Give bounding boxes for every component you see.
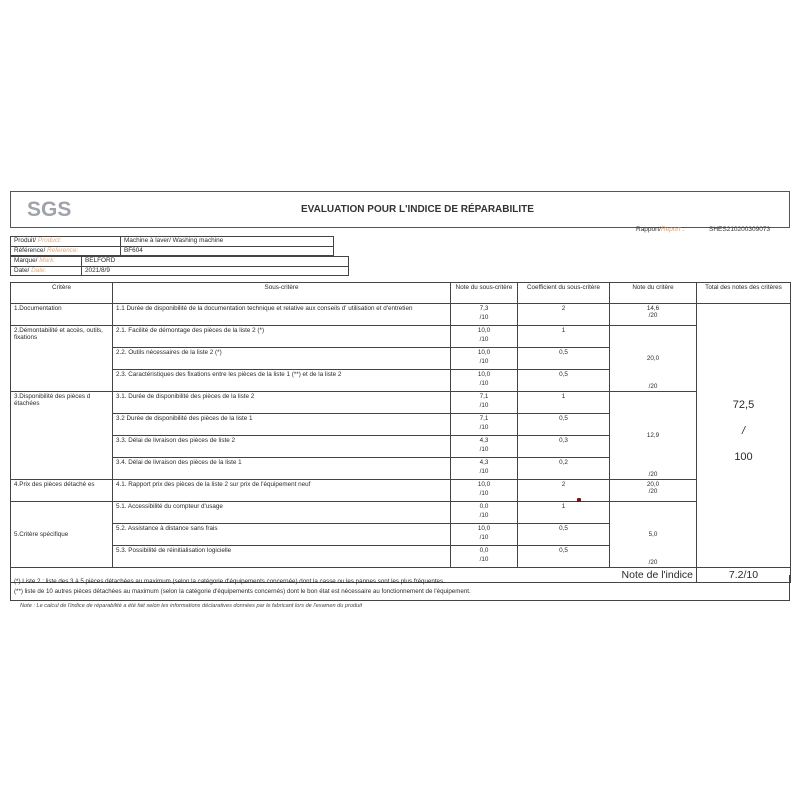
criterion-score-value: 14,6 <box>646 305 660 312</box>
sub-criterion-label: 1.1 Durée de disponibilité de la documentation technique et relative aux conseils d' utilisation et d'entretien <box>113 304 451 326</box>
indice-label: Note de l'indice <box>11 568 697 583</box>
sub-note-max: /10 <box>479 379 489 387</box>
criterion-score <box>610 502 697 568</box>
sub-note-value: 0,0 <box>479 547 489 554</box>
sub-note-value: 4,3 <box>479 437 489 444</box>
report-label <box>636 226 684 233</box>
table-header-row <box>11 283 791 304</box>
sub-criterion-label: 4.1. Rapport prix des pièces de la liste 2 sur prix de l'équipement neuf <box>113 480 451 502</box>
document-header <box>10 191 790 228</box>
header-note-sous-critere: Note du sous-critère <box>451 283 518 304</box>
brand-label <box>11 257 82 267</box>
ink-mark <box>577 498 581 502</box>
sub-note-max: /10 <box>479 489 489 497</box>
sub-note-value: 0,0 <box>479 503 489 510</box>
sub-criterion-label: 5.1. Accessibilité du compteur d'usage <box>113 502 451 524</box>
brand-value: BELFORD <box>82 257 349 267</box>
sub-note-value: 7,1 <box>479 415 489 422</box>
sub-criterion-note <box>451 502 518 524</box>
sub-note-value: 7,3 <box>479 305 489 312</box>
sub-criterion-label: 2.1. Facilité de démontage des pièces de la liste 2 (*) <box>113 326 451 348</box>
report-sep: : <box>680 226 685 233</box>
table-row <box>11 392 791 414</box>
criterion-score-max: /20 <box>648 471 658 478</box>
criterion-score <box>610 326 697 392</box>
brand-label-en: Mark: <box>39 257 56 264</box>
sub-criterion-note <box>451 546 518 568</box>
sub-note-max: /10 <box>479 511 489 519</box>
date-value: 2021/8/9 <box>82 266 349 276</box>
table-row <box>11 326 791 348</box>
criterion-score-max: /20 <box>648 559 658 566</box>
sub-criterion-note <box>451 524 518 546</box>
criterion-score-value: 20,0 <box>646 481 660 488</box>
brand-row <box>11 257 349 267</box>
sgs-logo: SGS <box>27 198 72 221</box>
sub-criterion-note <box>451 326 518 348</box>
product-row <box>11 237 334 247</box>
sub-note-value: 10,0 <box>477 349 491 356</box>
sub-criterion-label: 2.3. Caractéristiques des fixations entre les pièces de la liste 1 (**) et de la liste 2 <box>113 370 451 392</box>
sub-criterion-coefficient: 1 <box>518 392 610 414</box>
product-label-en: Product: <box>37 237 62 244</box>
total-score <box>697 304 791 568</box>
table-row <box>11 304 791 326</box>
product-value: Machine à laver/ Washing machine <box>121 237 334 247</box>
sub-criterion-note <box>451 414 518 436</box>
header-critere: Critère <box>11 283 113 304</box>
criterion-score <box>610 304 697 326</box>
sub-note-value: 7,1 <box>479 393 489 400</box>
note-liste-1: (**) liste de 10 autres pièces détachées au maximum (selon la catégorie d'équipements concernés) dont le bon état est nécessaire au fonctionnement de l'équipement. <box>14 588 471 595</box>
header-sous-critere: Sous-critère <box>113 283 451 304</box>
product-label <box>11 237 121 247</box>
reference-value: BF604 <box>121 246 334 256</box>
sub-criterion-note <box>451 348 518 370</box>
note-liste-2: (*) Liste 2 : liste des 3 à 5 pièces détachées au maximum (selon la catégorie d'équipements concernée) dont la casse ou les pannes sont les plus fréquentes. <box>14 578 445 585</box>
reference-label-fr: Référence/ <box>14 246 48 254</box>
sub-note-value: 10,0 <box>477 525 491 532</box>
sub-criterion-coefficient: 1 <box>518 326 610 348</box>
criterion-name: 2.Démontabilité et accès, outils, fixations <box>11 326 113 392</box>
criterion-score-value: 5,0 <box>648 531 658 538</box>
criterion-name: 3.Disponibilité des pièces d étachées <box>11 392 113 480</box>
sub-note-max: /10 <box>479 445 489 453</box>
sub-criterion-label: 5.2. Assistance à distance sans frais <box>113 524 451 546</box>
footnote: Note : Le calcul de l'indice de réparabilité a été fait selon les informations déclaratives données par le fabricant lors de l'examen du produit <box>20 603 362 609</box>
header-note-critere: Note du critère <box>610 283 697 304</box>
total-max: 100 <box>734 451 753 463</box>
criterion-score-value: 12,9 <box>646 432 660 439</box>
repairability-table <box>10 282 791 583</box>
sub-criterion-coefficient: 0,5 <box>518 546 610 568</box>
sub-note-value: 10,0 <box>477 481 491 488</box>
sub-criterion-coefficient: 2 <box>518 304 610 326</box>
criterion-score <box>610 392 697 480</box>
sub-note-max: /10 <box>479 467 489 475</box>
report-label-en: Report <box>660 226 681 233</box>
sub-criterion-label: 2.2. Outils nécessaires de la liste 2 (*) <box>113 348 451 370</box>
notes-box <box>10 575 790 601</box>
date-row <box>11 266 349 276</box>
sub-criterion-coefficient: 2 <box>518 480 610 502</box>
reference-row <box>11 246 334 256</box>
report-label-fr: Rapport/ <box>636 226 661 233</box>
total-separator: / <box>741 425 746 437</box>
sub-note-max: /10 <box>479 357 489 365</box>
sub-criterion-note <box>451 304 518 326</box>
sub-criterion-note <box>451 436 518 458</box>
sub-note-value: 10,0 <box>477 371 491 378</box>
total-value: 72,5 <box>732 399 755 411</box>
reference-label <box>11 246 121 256</box>
sub-criterion-coefficient: 0,5 <box>518 370 610 392</box>
table-row <box>11 502 791 524</box>
criterion-score-value: 20,0 <box>646 355 660 362</box>
sub-note-value: 4,3 <box>479 459 489 466</box>
sub-note-max: /10 <box>479 401 489 409</box>
sub-note-max: /10 <box>479 335 489 343</box>
sub-criterion-coefficient: 0,3 <box>518 436 610 458</box>
document-title: EVALUATION POUR L'INDICE DE RÉPARABILITE <box>301 204 534 215</box>
criterion-name: 4.Prix des pièces détaché es <box>11 480 113 502</box>
header-total: Total des notes des critères <box>697 283 791 304</box>
indice-value: 7.2/10 <box>697 568 791 583</box>
sub-criterion-coefficient: 0,2 <box>518 458 610 480</box>
sub-criterion-coefficient: 1 <box>518 502 610 524</box>
criterion-score-max: /20 <box>648 488 658 495</box>
brand-label-fr: Marque/ <box>14 257 40 264</box>
sub-criterion-label: 3.2 Durée de disponibilité des pièces de la liste 1 <box>113 414 451 436</box>
product-label-fr: Produit/ <box>14 237 38 244</box>
sub-criterion-coefficient: 0,5 <box>518 524 610 546</box>
report-number: SHES210200309073 <box>709 226 771 233</box>
date-label-fr: Date/ <box>14 266 32 274</box>
sub-criterion-note <box>451 458 518 480</box>
sub-criterion-label: 3.1. Durée de disponibilité des pièces de la liste 2 <box>113 392 451 414</box>
sub-criterion-note <box>451 480 518 502</box>
brand-date-table <box>10 256 349 276</box>
sub-criterion-label: 3.3. Délai de livraison des pièces de liste 2 <box>113 436 451 458</box>
criterion-score <box>610 480 697 502</box>
sub-criterion-note <box>451 370 518 392</box>
sub-criterion-coefficient: 0,5 <box>518 414 610 436</box>
sub-criterion-note <box>451 392 518 414</box>
criterion-name: 5.Critère spécifique <box>11 502 113 568</box>
criterion-score-max: /20 <box>648 312 658 319</box>
header-coefficient: Coefficient du sous-critère <box>518 283 610 304</box>
criterion-score-max: /20 <box>648 383 658 390</box>
sub-note-max: /10 <box>479 313 489 321</box>
sub-note-max: /10 <box>479 423 489 431</box>
sub-note-max: /10 <box>479 533 489 541</box>
sub-criterion-label: 3.4. Délai de livraison des pièces de la liste 1 <box>113 458 451 480</box>
sub-criterion-coefficient: 0,5 <box>518 348 610 370</box>
sub-criterion-label: 5.3. Possibilité de réinitialisation logicielle <box>113 546 451 568</box>
date-label <box>11 266 82 276</box>
criterion-name: 1.Documentation <box>11 304 113 326</box>
reference-label-en: Reference: <box>47 246 79 254</box>
sub-note-value: 10,0 <box>477 327 491 334</box>
sub-note-max: /10 <box>479 555 489 563</box>
product-info-table <box>10 236 334 256</box>
date-label-en: Date: <box>31 266 47 274</box>
table-row <box>11 480 791 502</box>
